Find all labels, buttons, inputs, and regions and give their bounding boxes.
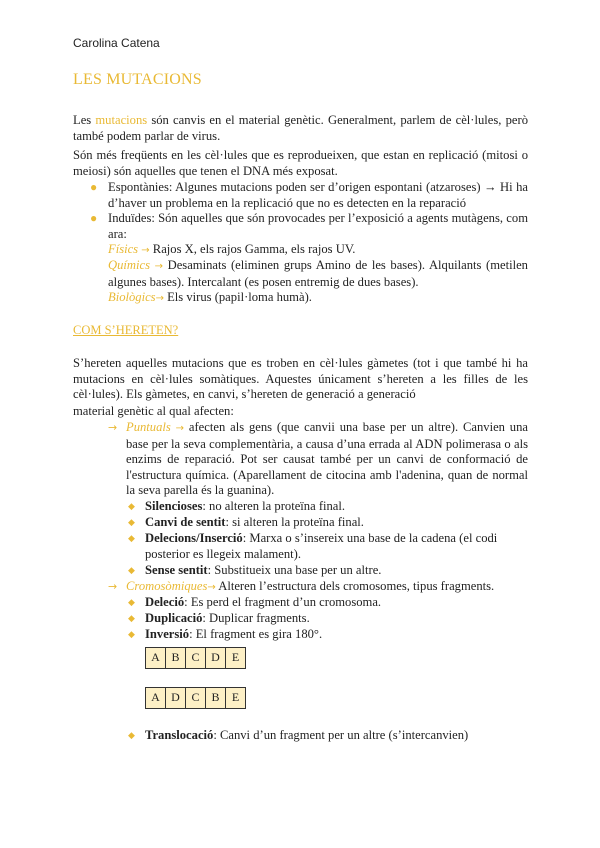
gene-cell: D	[205, 647, 226, 669]
item-duplicacio: Duplicació: Duplicar fragments.	[145, 611, 310, 625]
item-inversio: Inversió: El fragment es gira 180°.	[145, 627, 323, 641]
herencia-paragraph: S’hereten aquelles mutacions que es troben en cèl·lules gàmetes (tot i que també hi ha mutacions en cèl·lules somàtiques. Aquestes únicament s’hereten a les filles de les cèl·lules). Els gàmetes, en canvi, s’hereten de generació a generació	[73, 356, 528, 402]
herencia-paragraph-end: material genètic al qual afecten:	[73, 404, 234, 418]
gene-cell: A	[145, 687, 166, 709]
chromosome-row-original	[145, 647, 246, 669]
item-fisics: Físics → Rajos X, els rajos Gamma, els rajos UV.	[108, 242, 356, 256]
arrow-right-icon: →	[155, 293, 164, 304]
diamond-bullet-icon: ◆	[128, 534, 135, 544]
diamond-bullet-icon: ◆	[128, 598, 135, 608]
arrow-right-icon: →	[108, 580, 118, 593]
item-biologics: Biològics→ Els virus (papil·loma humà).	[108, 290, 312, 304]
diamond-bullet-icon: ◆	[128, 502, 135, 512]
arrow-right-icon: →	[149, 261, 163, 272]
section-title-com-s-hereten: COM S’HERETEN?	[73, 323, 179, 337]
item-delecions: Delecions/Inserció: Marxa o s’insereix una base de la cadena (el codi posterior es llegeix malament).	[145, 531, 498, 561]
diamond-bullet-icon: ◆	[128, 566, 135, 576]
gene-cell: C	[185, 647, 206, 669]
gene-cell: D	[165, 687, 186, 709]
gene-cell: B	[205, 687, 226, 709]
diamond-bullet-icon: ◆	[128, 614, 135, 624]
diamond-bullet-icon: ◆	[128, 630, 135, 640]
item-silencioses: Silencioses: no alteren la proteïna final.	[145, 499, 346, 513]
intro-paragraph-2: Són més freqüents en les cèl·lules que es reprodueixen, que estan en replicació (mitosi o meiosi) són aquelles que tenen el DNA més exposat.	[73, 148, 528, 178]
author-name: Carolina Catena	[73, 36, 160, 50]
dot-icon: ●	[90, 211, 98, 225]
arrow-right-icon: →	[170, 423, 185, 434]
item-quimics: Químics → Desaminats (eliminen grups Amino de les bases). Alquilants (metilen algunes bases). Intercalant (es posen entremig de dues bases).	[108, 258, 528, 289]
chromosome-row-inverted	[145, 687, 246, 709]
bullet-induides: Induïdes: Són aquelles que són provocades per l’exposició a agents mutàgens, com ara:	[108, 211, 528, 241]
gene-cell: E	[225, 647, 246, 669]
item-sense-sentit: Sense sentit: Substitueix una base per un altre.	[145, 563, 382, 577]
item-canvi-de-sentit: Canvi de sentit: si alteren la proteïna final.	[145, 515, 364, 529]
arrow-right-icon: →	[207, 582, 216, 593]
gene-cell: C	[185, 687, 206, 709]
item-puntuals: Puntuals → afecten als gens (que canvii una base per un altre). Canvien una base per la seva complementària, a causa d’una errada al ADN polimerasa o als enzims de reparació. Pot ser causat també per un canvi de conformació de l'estructura química. (Aparellament de citocina amb l'adenina, quan de normal la seva parella és la guanina).	[126, 420, 528, 498]
diamond-bullet-icon: ◆	[128, 731, 135, 741]
intro-paragraph-1: Les mutacions són canvis en el material genètic. Generalment, parlem de cèl·lules, però també podem parlar de virus.	[73, 113, 528, 143]
item-translocacio: Translocació: Canvi d’un fragment per un altre (s’intercanvien)	[145, 728, 469, 742]
bullet-espontanies: Espontànies: Algunes mutacions poden ser d’origen espontani (atzaroses) → Hi ha d’haver un problema en la replicació que no es detecten en la reparació	[108, 180, 528, 210]
item-cromosomiques: Cromosòmiques→ Alteren l’estructura dels cromosomes, tipus fragments.	[126, 579, 495, 593]
gene-cell: B	[165, 647, 186, 669]
item-delecio: Deleció: Es perd el fragment d’un cromosoma.	[145, 595, 382, 609]
dot-icon: ●	[90, 180, 98, 194]
mutacions-highlight: mutacions	[95, 113, 148, 127]
arrow-right-icon: →	[138, 245, 150, 256]
gene-cell: A	[145, 647, 166, 669]
page-title: LES MUTACIONS	[73, 71, 202, 88]
diamond-bullet-icon: ◆	[128, 518, 135, 528]
arrow-right-icon: →	[108, 421, 118, 434]
gene-cell: E	[225, 687, 246, 709]
